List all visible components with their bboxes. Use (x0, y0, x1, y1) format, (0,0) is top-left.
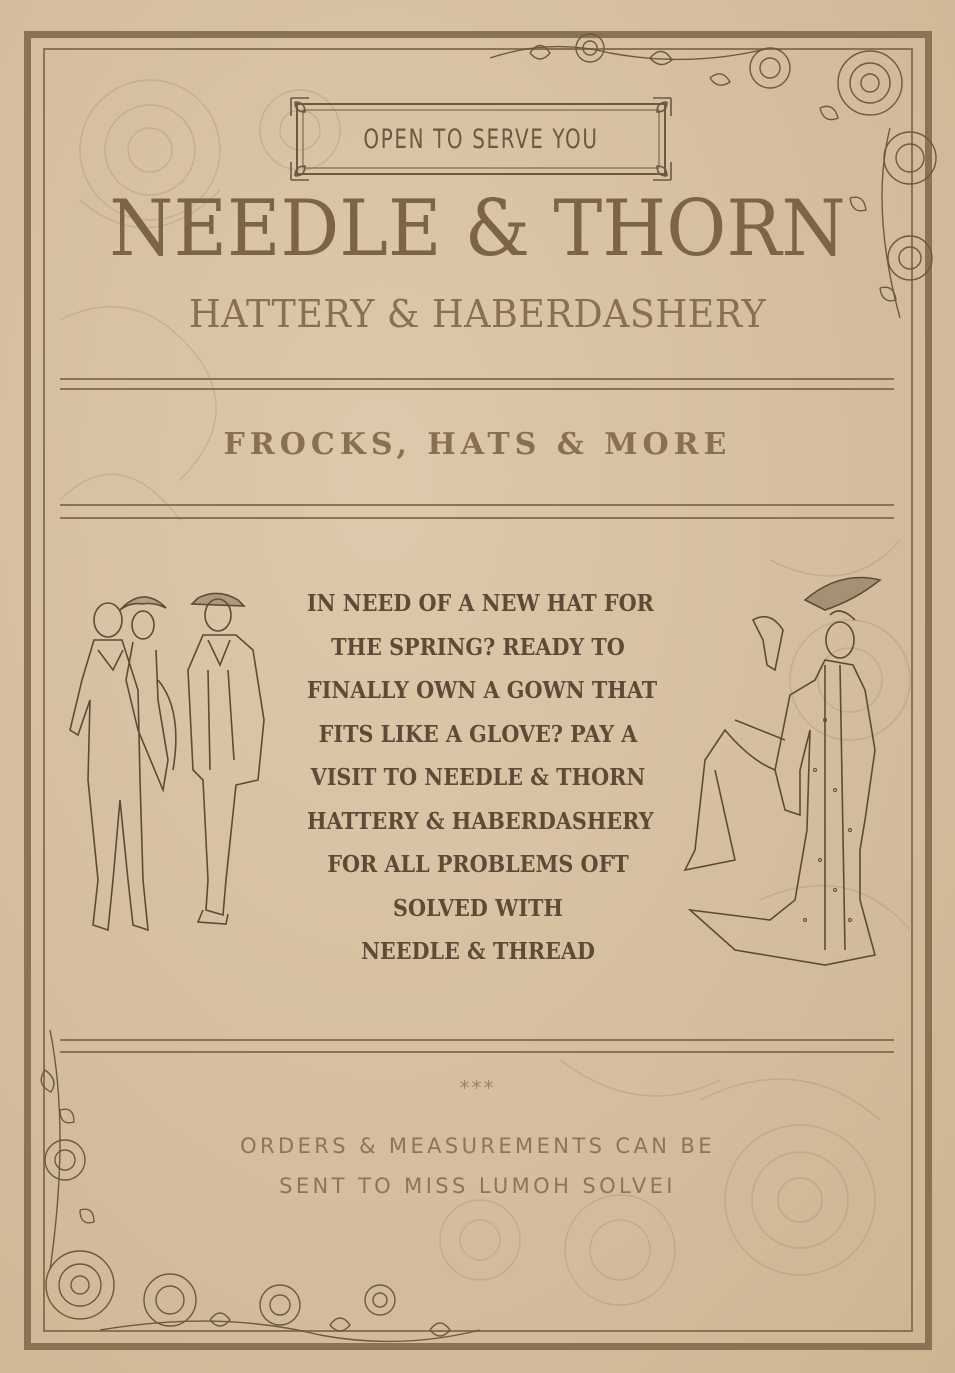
star-divider: *** (459, 1076, 496, 1100)
body-line: FINALLY OWN A GOWN THAT (307, 677, 658, 704)
divider-line (60, 504, 894, 506)
advertisement-copy (307, 582, 658, 974)
body-line: NEEDLE & THREAD (361, 938, 595, 965)
victorian-lady-gown-illustration (675, 570, 895, 980)
shop-subtitle: HATTERY & HABERDASHERY (188, 292, 767, 336)
divider-line (60, 378, 894, 380)
divider-line (60, 1039, 894, 1041)
body-line: SOLVED WITH (393, 894, 563, 922)
victorian-people-group-illustration (58, 580, 278, 950)
footer-line: SENT TO MISS LUMOH SOLVEI (279, 1174, 676, 1198)
divider-line (60, 1051, 894, 1053)
divider-line (60, 388, 894, 390)
divider-line (60, 517, 894, 519)
body-line: HATTERY & HABERDASHERY (307, 807, 654, 835)
body-line: FITS LIKE A GLOVE? PAY A (318, 720, 638, 748)
open-banner (289, 96, 673, 182)
tagline: FROCKS, HATS & MORE (223, 427, 732, 462)
banner-text: OPEN TO SERVE YOU (363, 123, 599, 155)
footer-note (0, 1126, 955, 1206)
body-line: FOR ALL PROBLEMS OFT (327, 851, 629, 878)
footer-line: ORDERS & MEASUREMENTS CAN BE (240, 1134, 715, 1158)
body-line: IN NEED OF A NEW HAT FOR (307, 590, 654, 617)
body-line: THE SPRING? READY TO (331, 633, 625, 661)
shop-title: NEEDLE & THORN (109, 184, 846, 274)
body-line: VISIT TO NEEDLE & THORN (310, 764, 646, 791)
